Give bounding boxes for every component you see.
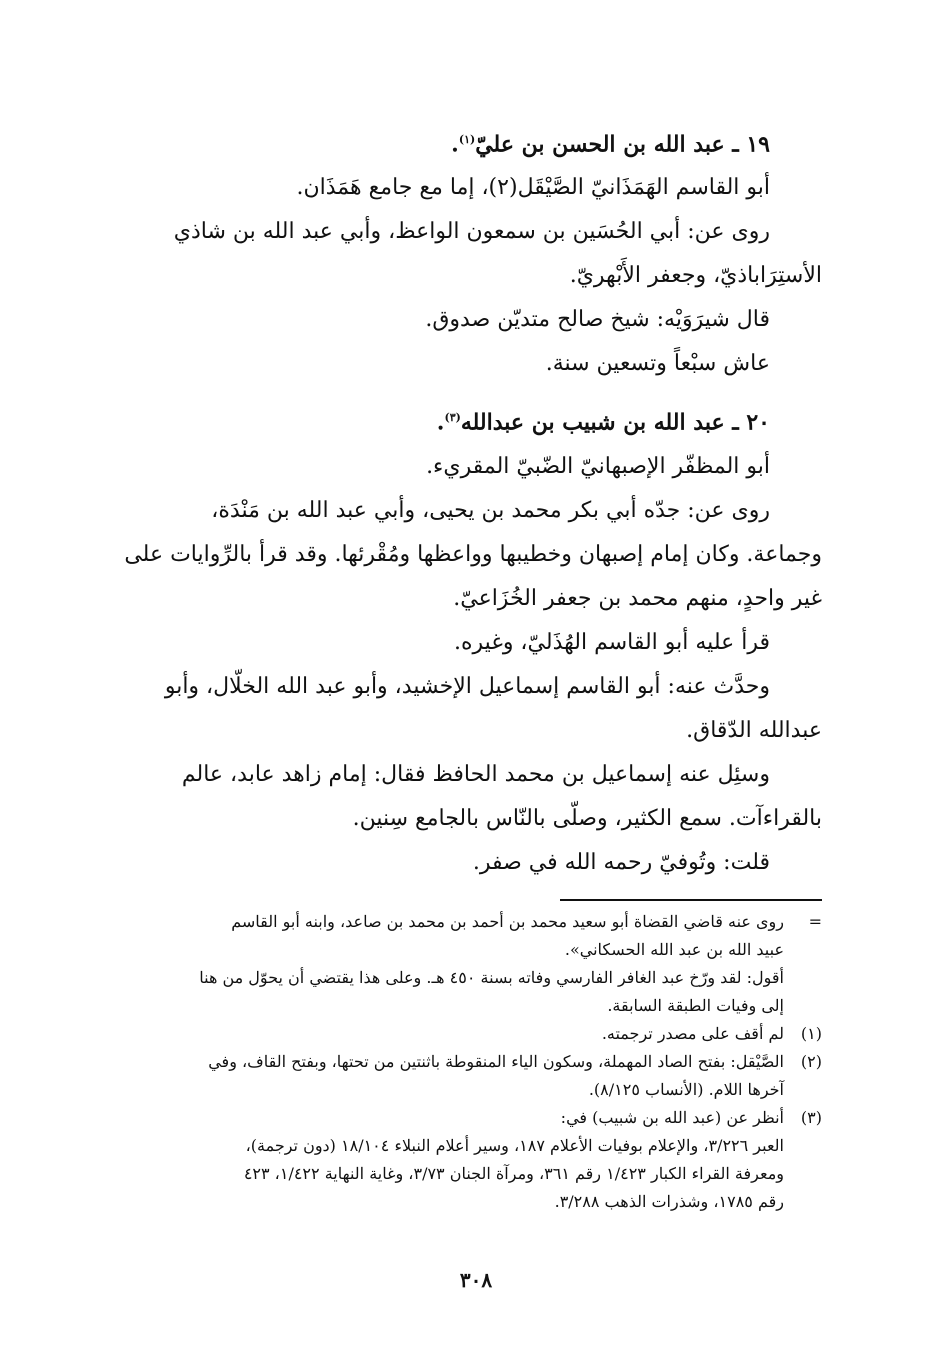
text-line: وجماعة. وكان إمام إصبهان وخطيبها وواعظها ومُقْرئها. وقد قرأ بالرِّوايات على: [124, 541, 822, 567]
footnote-line: الصَّيْقل: بفتح الصاد المهملة، وسكون الياء المنقوطة باثنتين من تحتها، وبفتح القاف، وفي: [208, 1052, 784, 1071]
footnote-number: (١): [800, 1024, 822, 1043]
page-number: ٣٠٨: [459, 1268, 493, 1292]
footnote-ref: (١): [458, 133, 476, 146]
entry-20: [100, 396, 822, 884]
text-line: قلت: وتُوفيّ رحمه الله في صفر.: [472, 849, 770, 875]
text-line: قرأ عليه أبو القاسم الهُذَليّ، وغيره.: [454, 629, 770, 655]
footnote-continued: [100, 908, 822, 1020]
entry-heading: ٢٠ ـ عبد الله بن شبيب بن عبدالله$^{(٣)}$.: [436, 409, 770, 436]
footnote-1: [100, 1020, 822, 1048]
entry-title: ١٩ ـ عبد الله بن الحسن بن عليّ: [475, 131, 770, 158]
text-line: أبو المظفّر الإصبهانيّ الضّبيّ المقريء.: [426, 453, 770, 479]
footnote-line: روى عنه قاضي القضاة أبو سعيد محمد بن أحمد بن محمد بن صاعد، وابنه أبو القاسم: [231, 912, 784, 931]
footnote-line: آخرها اللام. (الأنساب ٨/١٢٥).: [588, 1080, 784, 1099]
footnote-ref: (٣): [444, 411, 461, 425]
footnotes: [100, 908, 822, 1216]
text-line: روى عن: جدّه أبي بكر محمد بن يحيى، وأبي عبد الله بن مَنْدَة،: [211, 497, 770, 523]
text-line: عبدالله الدّقاق.: [686, 717, 822, 743]
entry-19: [100, 118, 822, 386]
entry-heading: ١٩ ـ عبد الله بن الحسن بن عليّ$^{(١)}$.: [451, 131, 770, 158]
text-line: قال شيرَوَيْه: شيخ صالح متديّن صدوق.: [425, 307, 770, 333]
footnote-number: (٢): [800, 1052, 822, 1071]
footnote-2: [100, 1048, 822, 1104]
text-line: أبو القاسم الهَمَذَانيّ الصَّيْقَل(٢)، إما مع جامع هَمَذَان.: [296, 175, 770, 201]
text-line: الأستِرَاباذيّ، وجعفر الأَبْهريّ.: [569, 263, 822, 289]
text-line: وحدَّث عنه: أبو القاسم إسماعيل الإخشيد، وأبو عبد الله الخلّال، وأبو: [164, 673, 770, 699]
text-line: غير واحدٍ، منهم محمد بن جعفر الخُزَاعيّ.: [453, 585, 822, 611]
footnote-line: العبر ٣/٢٢٦، والإعلام بوفيات الأعلام ١٨٧، وسير أعلام النبلاء ١٨/١٠٤ (دون ترجمة)،: [245, 1136, 784, 1155]
footnote-number: (٣): [800, 1108, 822, 1127]
footnote-divider: [560, 899, 822, 901]
footnote-line: لم أقف على مصدر ترجمته.: [601, 1024, 784, 1043]
entry-title: ٢٠ ـ عبد الله بن شبيب بن عبدالله: [460, 409, 770, 436]
footnote-3: [100, 1104, 822, 1216]
footnote-line: أنظر عن (عبد الله بن شبيب) في:: [560, 1108, 784, 1127]
footnote-line: إلى وفيات الطبقة السابقة.: [607, 996, 784, 1015]
text-line: بالقراءآت. سمع الكثير، وصلّى بالنّاس بالجامع سِنين.: [352, 805, 822, 831]
footnote-line: رقم ١٧٨٥، وشذرات الذهب ٣/٢٨٨.: [554, 1192, 784, 1211]
text-line: روى عن: أبي الحُسَين بن سمعون الواعظ، وأبي عبد الله بن شاذي: [173, 219, 770, 245]
text-line: وسئِل عنه إسماعيل بن محمد الحافظ فقال: إمام زاهد عابد، عالم: [181, 761, 770, 787]
footnote-marker: =: [808, 912, 822, 931]
footnote-line: أقول: لقد ورّخ عبد الغافر الفارسي وفاته بسنة ٤٥٠ هـ. وعلى هذا يقتضي أن يحوّل من هنا: [199, 968, 784, 987]
footnote-line: ومعرفة القراء الكبار ١/٤٢٣ رقم ٣٦١، ومرآة الجنان ٣/٧٣، وغاية النهاية ١/٤٢٢، ٤٢٣: [243, 1164, 784, 1183]
text-line: عاش سبْعاً وتسعين سنة.: [545, 351, 770, 377]
main-text: [100, 118, 822, 895]
footnote-line: عبيد الله بن عبد الله الحسكاني».: [564, 940, 784, 959]
